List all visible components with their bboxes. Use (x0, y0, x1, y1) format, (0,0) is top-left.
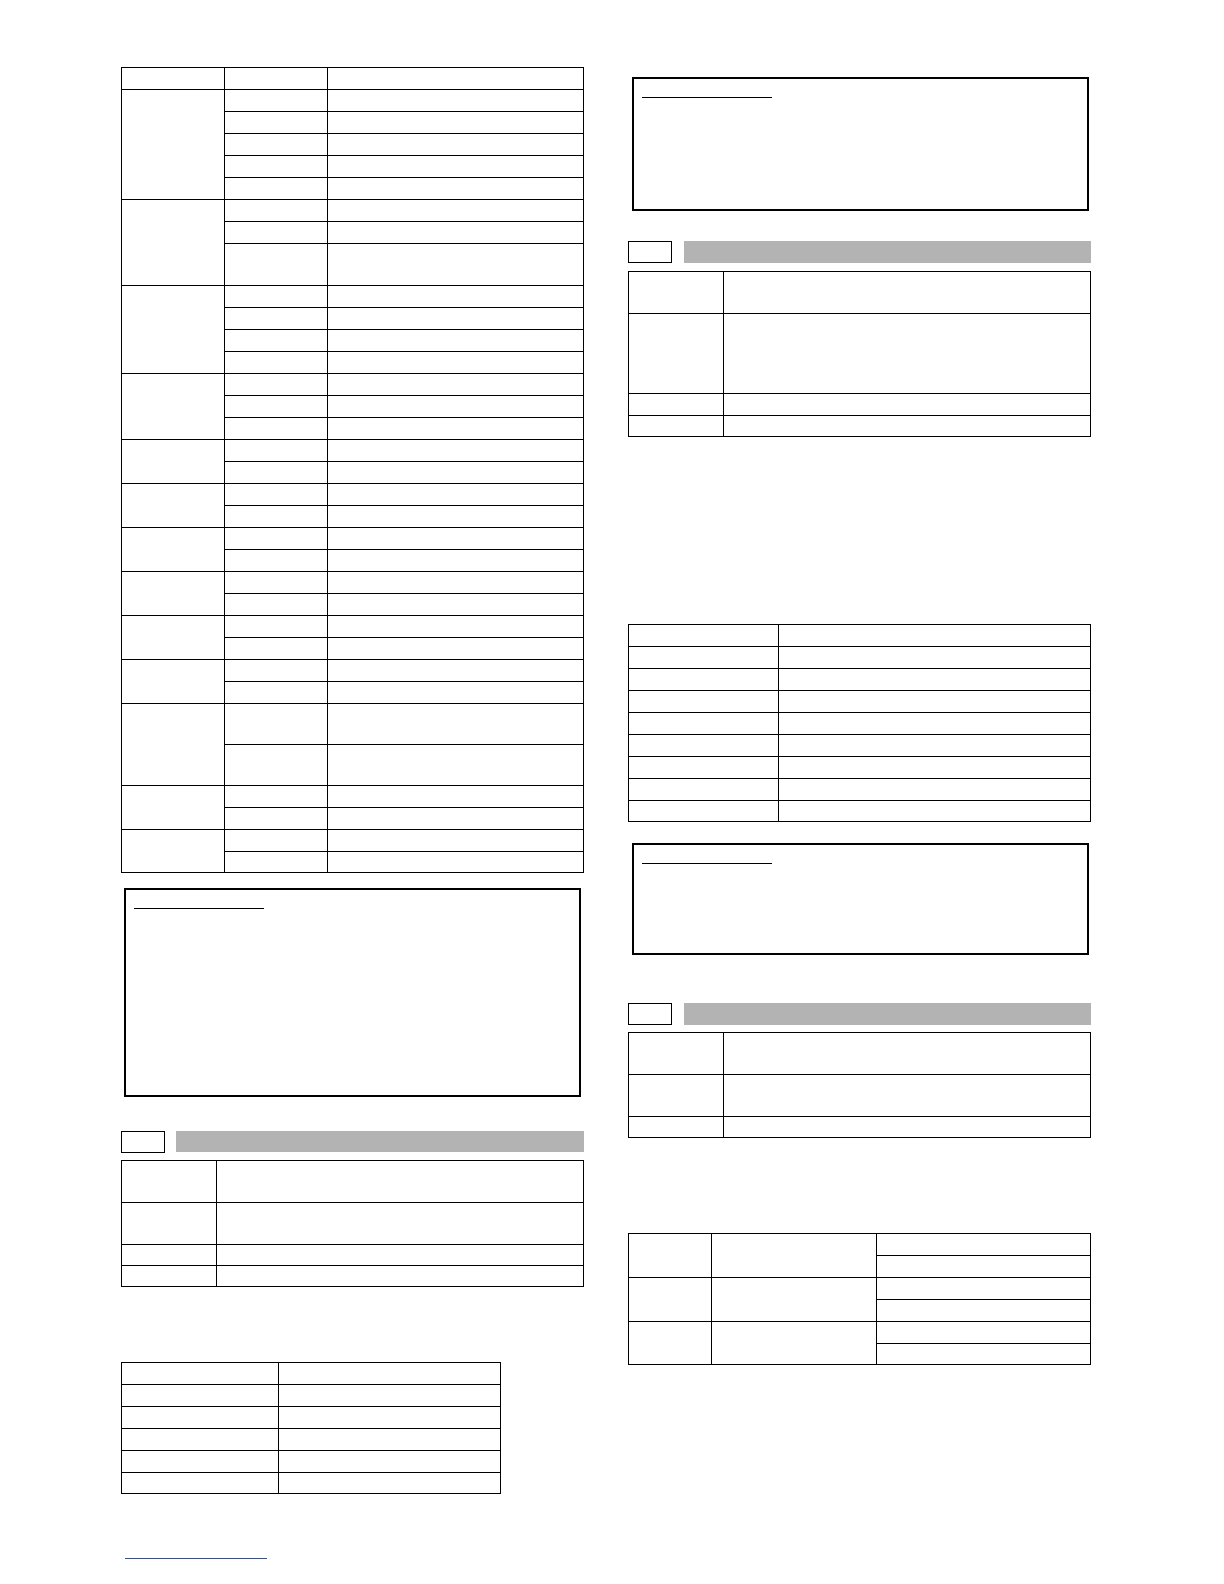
table-cell (629, 416, 724, 437)
section-number-box (121, 1131, 165, 1153)
table-group-cell (712, 1234, 877, 1278)
table-cell (225, 550, 328, 572)
section-number-box (628, 241, 672, 263)
table-cell (779, 647, 1091, 669)
table-cell (217, 1203, 584, 1245)
table-cell (629, 625, 779, 647)
table-cell (225, 308, 328, 330)
footer-link-underline[interactable] (125, 1558, 267, 1559)
table-cell (779, 691, 1091, 713)
table-cell (877, 1300, 1091, 1322)
table-cell (724, 1075, 1091, 1117)
table-cell (225, 352, 328, 374)
table-cell (629, 314, 724, 394)
table-cell (225, 286, 328, 308)
table-cell (225, 682, 328, 704)
table-cell (122, 1245, 217, 1266)
table-cell (279, 1451, 501, 1473)
table-cell (225, 178, 328, 200)
table-cell (279, 1363, 501, 1385)
right-spec-table-2 (628, 1032, 1091, 1138)
table-group-cell (629, 1234, 712, 1278)
table-cell (328, 808, 584, 830)
table-cell (328, 134, 584, 156)
table-group-cell (122, 374, 225, 440)
table-cell (629, 779, 779, 801)
table-cell (225, 156, 328, 178)
table-cell (225, 594, 328, 616)
table-cell (877, 1256, 1091, 1278)
table-cell (328, 374, 584, 396)
table-cell (225, 745, 328, 786)
table-cell (225, 112, 328, 134)
note-box (632, 843, 1089, 955)
table-cell (225, 200, 328, 222)
table-header-cell (225, 68, 328, 90)
note-box (124, 888, 581, 1097)
table-cell (225, 484, 328, 506)
table-group-cell (122, 616, 225, 660)
table-cell (328, 528, 584, 550)
table-group-cell (712, 1278, 877, 1322)
right-list-table (628, 624, 1091, 822)
table-cell (328, 112, 584, 134)
table-cell (629, 1117, 724, 1138)
table-cell (328, 462, 584, 484)
table-group-cell (122, 200, 225, 286)
table-cell (328, 440, 584, 462)
table-cell (328, 786, 584, 808)
table-cell (629, 272, 724, 314)
table-cell (629, 735, 779, 757)
table-group-cell (122, 786, 225, 830)
table-cell (122, 1473, 279, 1494)
table-cell (122, 1451, 279, 1473)
table-group-cell (122, 90, 225, 200)
table-cell (225, 418, 328, 440)
table-cell (629, 691, 779, 713)
table-cell (328, 90, 584, 112)
table-cell (225, 440, 328, 462)
table-cell (877, 1234, 1091, 1256)
table-cell (779, 735, 1091, 757)
table-header-cell (122, 68, 225, 90)
table-cell (328, 506, 584, 528)
table-group-cell (122, 572, 225, 616)
left-list-table (121, 1362, 501, 1494)
table-cell (225, 396, 328, 418)
table-cell (629, 713, 779, 735)
table-cell (225, 638, 328, 660)
table-group-cell (122, 704, 225, 786)
table-cell (629, 757, 779, 779)
table-cell (724, 1117, 1091, 1138)
table-group-cell (122, 484, 225, 528)
table-cell (328, 852, 584, 873)
table-cell (328, 396, 584, 418)
table-group-cell (629, 1322, 712, 1365)
table-cell (328, 572, 584, 594)
table-cell (328, 484, 584, 506)
table-group-cell (712, 1322, 877, 1365)
table-cell (328, 745, 584, 786)
table-cell (225, 374, 328, 396)
table-cell (877, 1322, 1091, 1344)
table-cell (328, 616, 584, 638)
table-cell (724, 416, 1091, 437)
section-title-bar (684, 1003, 1091, 1025)
table-cell (225, 808, 328, 830)
table-cell (328, 178, 584, 200)
section-number-box (628, 1003, 672, 1025)
table-cell (629, 394, 724, 416)
table-cell (225, 506, 328, 528)
table-cell (225, 786, 328, 808)
table-cell (122, 1429, 279, 1451)
table-cell (779, 669, 1091, 691)
table-cell (328, 638, 584, 660)
table-cell (217, 1266, 584, 1287)
table-cell (225, 462, 328, 484)
table-cell (629, 1075, 724, 1117)
table-cell (328, 594, 584, 616)
table-cell (877, 1344, 1091, 1365)
table-cell (328, 200, 584, 222)
table-cell (225, 222, 328, 244)
table-cell (122, 1363, 279, 1385)
table-cell (779, 713, 1091, 735)
table-cell (629, 801, 779, 822)
table-cell (629, 669, 779, 691)
note-heading-underline (134, 908, 264, 909)
table-cell (328, 330, 584, 352)
table-cell (122, 1407, 279, 1429)
table-cell (328, 550, 584, 572)
table-cell (225, 330, 328, 352)
table-group-cell (122, 660, 225, 704)
table-group-cell (122, 286, 225, 374)
table-cell (724, 394, 1091, 416)
table-cell (225, 852, 328, 873)
table-cell (122, 1385, 279, 1407)
table-cell (225, 572, 328, 594)
table-cell (328, 222, 584, 244)
table-cell (328, 244, 584, 286)
table-cell (328, 418, 584, 440)
table-group-cell (122, 830, 225, 873)
table-cell (217, 1161, 584, 1203)
table-cell (779, 779, 1091, 801)
table-cell (724, 272, 1091, 314)
table-cell (724, 1033, 1091, 1075)
table-cell (225, 90, 328, 112)
table-cell (629, 1033, 724, 1075)
table-cell (328, 308, 584, 330)
table-cell (724, 314, 1091, 394)
table-cell (225, 528, 328, 550)
note-heading-underline (642, 97, 772, 98)
table-cell (217, 1245, 584, 1266)
table-cell (328, 286, 584, 308)
right-group-table (628, 1233, 1091, 1365)
table-cell (779, 801, 1091, 822)
table-group-cell (122, 528, 225, 572)
section-title-bar (176, 1131, 584, 1152)
table-cell (328, 704, 584, 745)
table-cell (122, 1203, 217, 1245)
left-spec-table (121, 1160, 584, 1287)
table-cell (779, 757, 1091, 779)
table-cell (328, 660, 584, 682)
right-spec-table-1 (628, 271, 1091, 437)
table-cell (328, 830, 584, 852)
table-cell (225, 134, 328, 156)
table-cell (225, 660, 328, 682)
table-cell (225, 830, 328, 852)
table-cell (225, 244, 328, 286)
table-cell (122, 1266, 217, 1287)
section-title-bar (684, 241, 1091, 263)
table-cell (328, 156, 584, 178)
note-box (632, 77, 1089, 211)
table-cell (279, 1385, 501, 1407)
table-cell (328, 352, 584, 374)
note-heading-underline (642, 863, 772, 864)
table-cell (225, 704, 328, 745)
table-group-cell (122, 440, 225, 484)
left-main-table (121, 67, 584, 873)
table-cell (279, 1429, 501, 1451)
table-cell (279, 1473, 501, 1494)
table-cell (122, 1161, 217, 1203)
table-group-cell (629, 1278, 712, 1322)
table-cell (279, 1407, 501, 1429)
table-cell (328, 682, 584, 704)
table-cell (877, 1278, 1091, 1300)
table-cell (225, 616, 328, 638)
table-cell (779, 625, 1091, 647)
table-cell (629, 647, 779, 669)
table-header-cell (328, 68, 584, 90)
